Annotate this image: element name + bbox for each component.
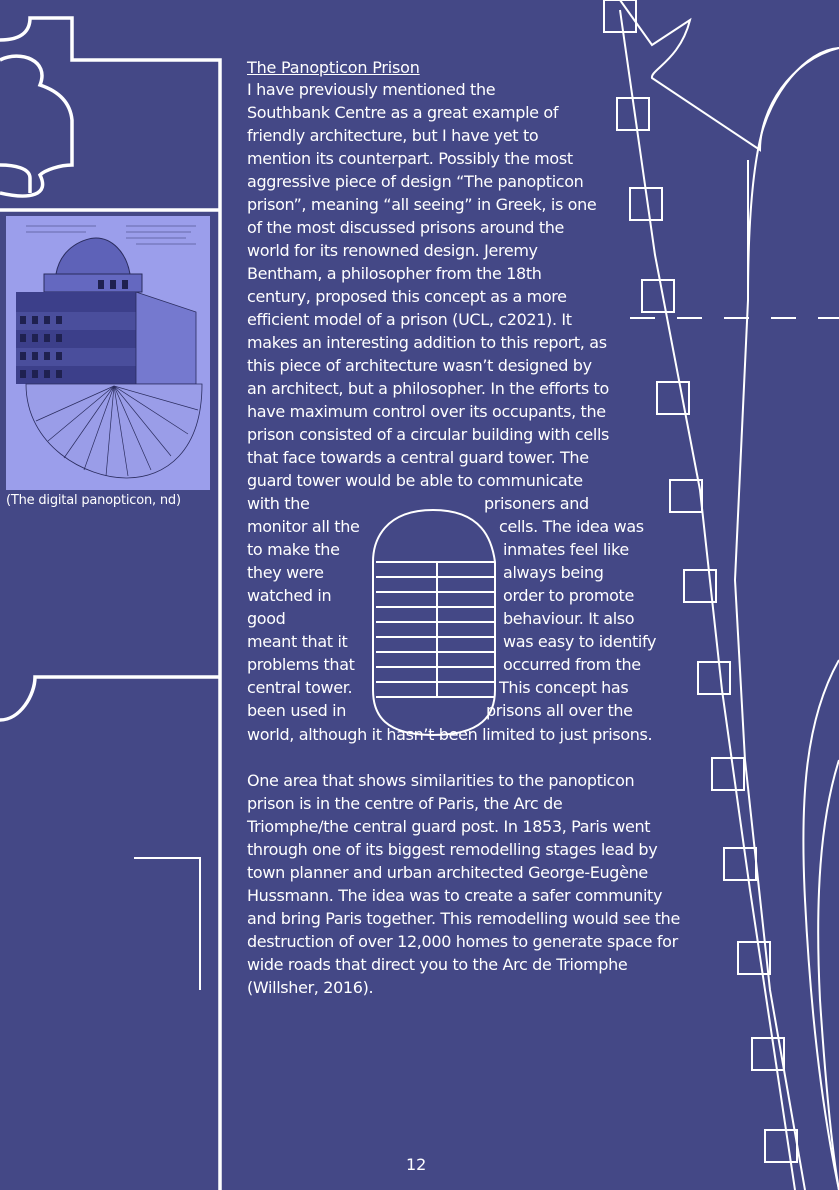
text-line: Hussmann. The idea was to create a safer community: [247, 886, 663, 905]
text-line: of the most discussed prisons around the: [247, 218, 565, 237]
figure-caption: (The digital panopticon, nd): [6, 493, 181, 508]
post-markers: [604, 0, 797, 1162]
text-line: this piece of architecture wasn’t designed by: [247, 356, 592, 375]
wrap-left-line: been used in: [247, 701, 347, 720]
wrap-right-line: order to promote: [503, 586, 634, 605]
text-line: (Willsher, 2016).: [247, 978, 374, 997]
wrap-left-line: they were: [247, 563, 324, 582]
text-line: destruction of over 12,000 homes to generate space for: [247, 932, 678, 951]
wrap-right-line: was easy to identify: [503, 632, 657, 651]
page-number: 12: [406, 1155, 427, 1174]
text-line: that face towards a central guard tower. The: [247, 448, 589, 467]
wrap-left-line: meant that it: [247, 632, 348, 651]
tower-diagram: [373, 510, 495, 735]
text-line: world, although it hasn’t been limited to just prisons.: [247, 725, 653, 744]
text-line: and bring Paris together. This remodelling would see the: [247, 909, 680, 928]
outline-shape: [818, 760, 839, 1190]
panopticon-illustration: [6, 216, 210, 490]
text-line: world for its renowned design. Jeremy: [247, 241, 538, 260]
text-line: prison is in the centre of Paris, the Arc de: [247, 794, 563, 813]
outline-shape: [620, 0, 839, 150]
wrap-right-line: This concept has: [499, 678, 629, 697]
text-line: wide roads that direct you to the Arc de Triomphe: [247, 955, 628, 974]
text-line: prison”, meaning “all seeing” in Greek, is one: [247, 195, 597, 214]
wrap-left-line: to make the: [247, 540, 340, 559]
wrap-right-line: occurred from the: [503, 655, 641, 674]
wrap-right-line: inmates feel like: [503, 540, 629, 559]
text-line: an architect, but a philosopher. In the efforts to: [247, 379, 609, 398]
text-line: century, proposed this concept as a more: [247, 287, 567, 306]
wrap-right-line: behaviour. It also: [503, 609, 635, 628]
outline-shape: [748, 48, 839, 300]
article-heading: The Panopticon Prison: [247, 58, 420, 77]
wrap-left-line: central tower.: [247, 678, 353, 697]
text-line: Bentham, a philosopher from the 18th: [247, 264, 542, 283]
text-line: prison consisted of a circular building with cells: [247, 425, 610, 444]
text-line: have maximum control over its occupants, the: [247, 402, 606, 421]
wrap-right-line: prisoners and: [484, 494, 589, 513]
text-line: aggressive piece of design “The panopticon: [247, 172, 584, 191]
text-line: friendly architecture, but I have yet to: [247, 126, 539, 145]
outline-shape: [803, 660, 839, 1190]
wrap-right-line: always being: [503, 563, 604, 582]
text-line: town planner and urban architected George-Eugène: [247, 863, 648, 882]
floor-plan-lines: [0, 18, 220, 1190]
wrap-left-line: monitor all the: [247, 517, 360, 536]
text-line: guard tower would be able to communicate: [247, 471, 583, 490]
text-line: Southbank Centre as a great example of: [247, 103, 559, 122]
text-line: through one of its biggest remodelling stages lead by: [247, 840, 658, 859]
text-line: efficient model of a prison (UCL, c2021). It: [247, 310, 572, 329]
wrap-left-line: problems that: [247, 655, 355, 674]
wrap-left-line: good: [247, 609, 286, 628]
outline-shape: [735, 160, 805, 1190]
wrap-left-line: watched in: [247, 586, 332, 605]
wrap-right-line: cells. The idea was: [499, 517, 644, 536]
text-line: makes an interesting addition to this report, as: [247, 333, 607, 352]
text-line: I have previously mentioned the: [247, 80, 496, 99]
text-line: One area that shows similarities to the panopticon: [247, 771, 635, 790]
wrap-left-line: with the: [247, 494, 310, 513]
text-line: mention its counterpart. Possibly the most: [247, 149, 573, 168]
wrap-right-line: prisons all over the: [486, 701, 633, 720]
text-line: Triomphe/the central guard post. In 1853, Paris went: [247, 817, 651, 836]
